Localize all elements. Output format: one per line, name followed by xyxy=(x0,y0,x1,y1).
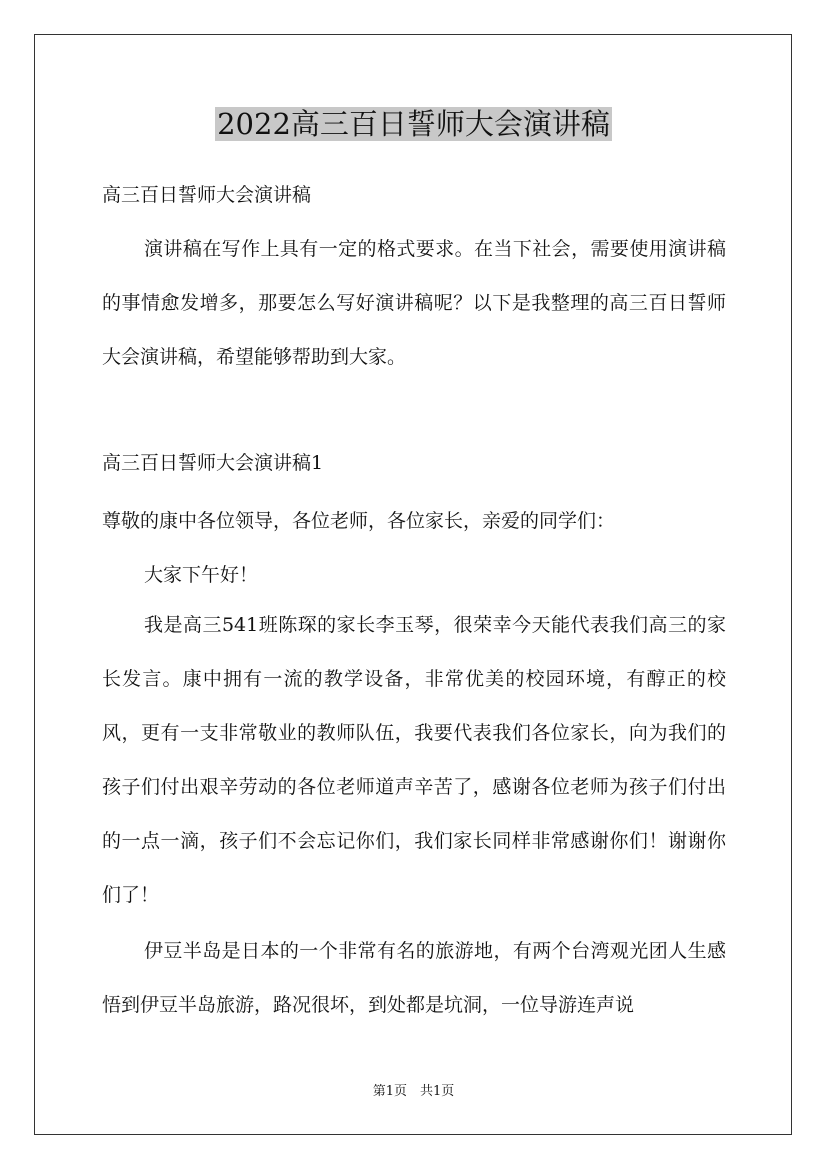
section-heading: 高三百日誓师大会演讲稿1 xyxy=(102,452,324,474)
document-subtitle: 高三百日誓师大会演讲稿 xyxy=(102,184,312,206)
intro-paragraph: 演讲稿在写作上具有一定的格式要求。在当下社会，需要使用演讲稿的事情愈发增多，那要怎么写好演讲稿呢？以下是我整理的高三百日誓师大会演讲稿，希望能够帮助到大家。 xyxy=(102,238,726,368)
speech-paragraph-1: 我是高三541班陈琛的家长李玉琴，很荣幸今天能代表我们高三的家长发言。康中拥有一流的教学设备，非常优美的校园环境，有醇正的校风，更有一支非常敬业的教师队伍，我要代表我们各位家长，向为我们的孩子们付出艰辛劳动的各位老师道声辛苦了，感谢各位老师为孩子们付出的一点一滴，孩子们不会忘记你们，我们家长同样非常感谢你们！谢谢你们了！ xyxy=(102,614,726,906)
document-title-text: 2022高三百日誓师大会演讲稿 xyxy=(217,107,610,141)
speech-paragraph-2: 伊豆半岛是日本的一个非常有名的旅游地，有两个台湾观光团人生感悟到伊豆半岛旅游，路况很坏，到处都是坑洞，一位导游连声说 xyxy=(102,940,726,1016)
document-title xyxy=(0,104,827,144)
page-footer: 第1页 共1页 xyxy=(372,1084,455,1099)
greeting: 大家下午好！ xyxy=(144,564,259,586)
salutation: 尊敬的康中各位领导，各位老师，各位家长，亲爱的同学们： xyxy=(102,510,616,532)
